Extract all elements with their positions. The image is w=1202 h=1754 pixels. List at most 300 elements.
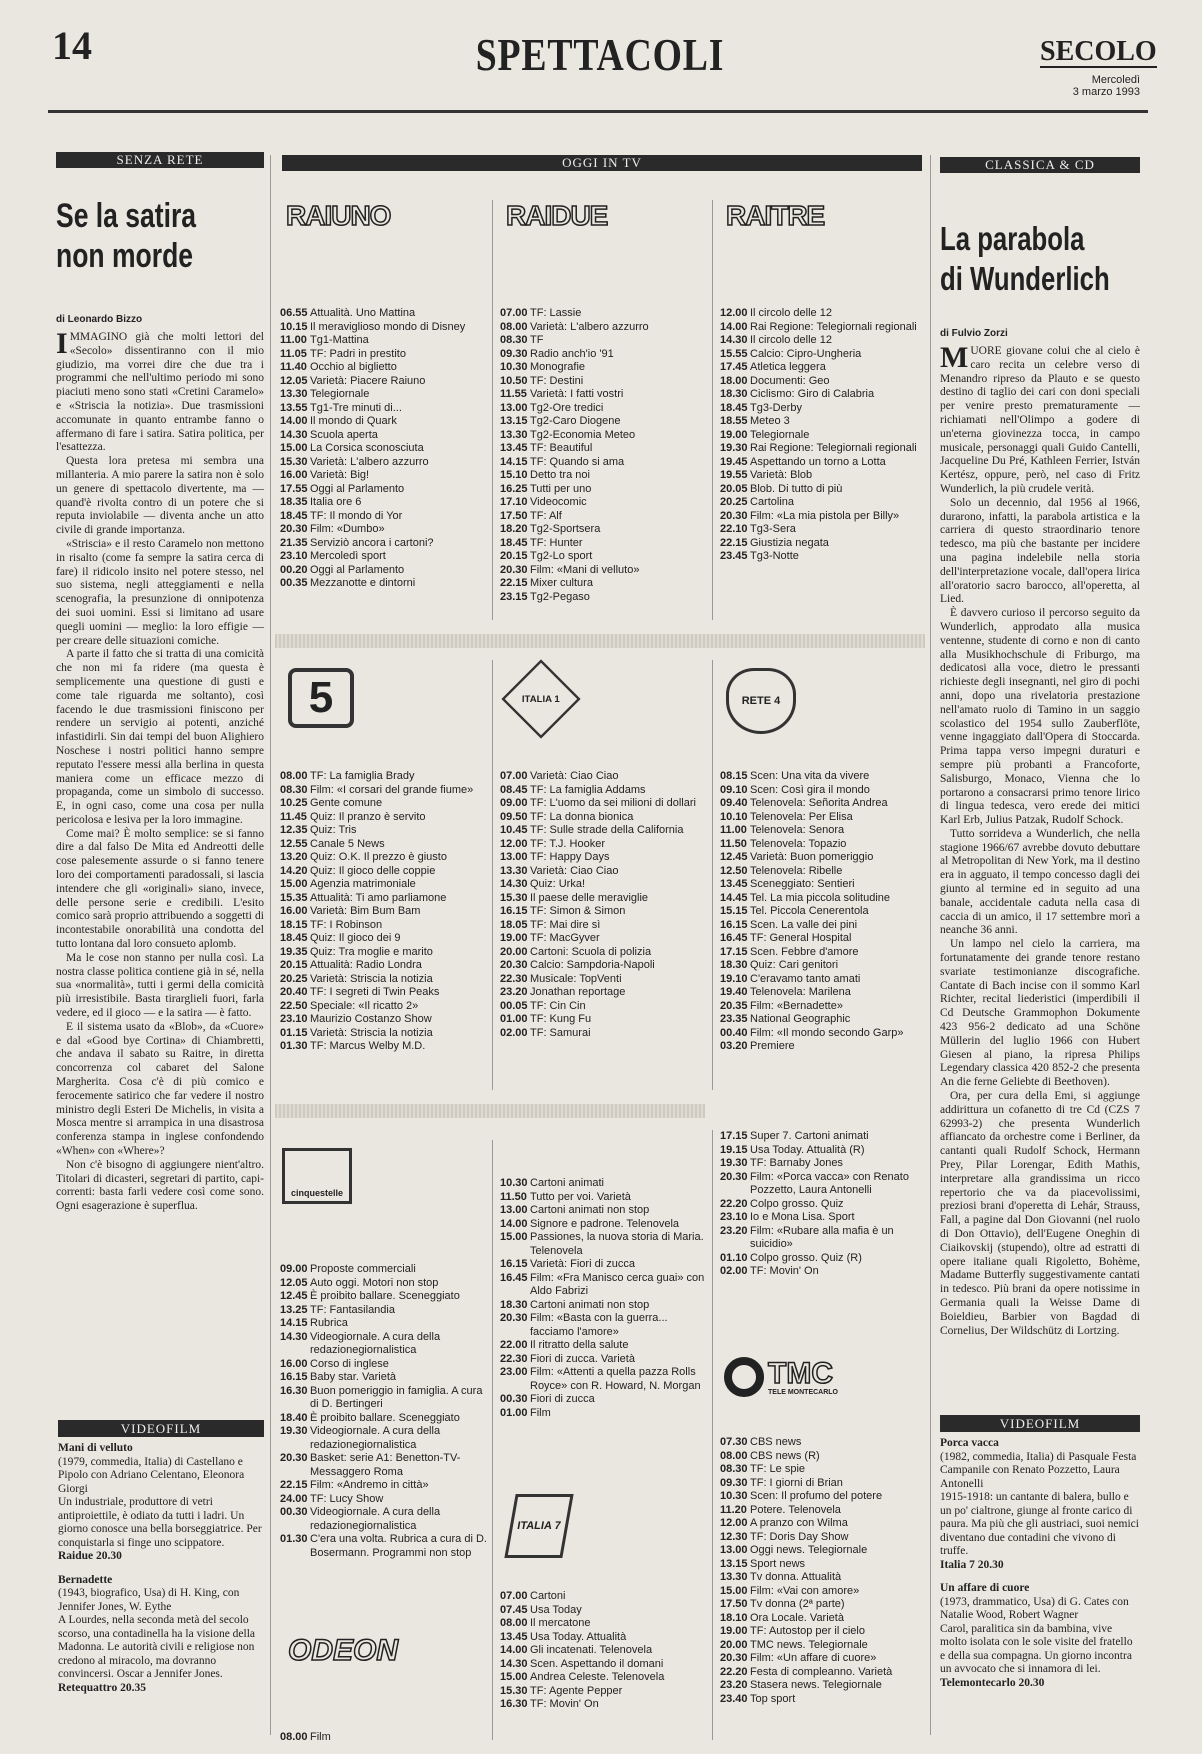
program-title: Tg3-Notte (750, 550, 799, 562)
program-row (280, 1290, 490, 1304)
program-time: 22.10 (720, 523, 748, 535)
program-row (720, 973, 924, 987)
program-title: CBS news (R) (750, 1449, 820, 1462)
program-time: 16.15 (500, 905, 528, 917)
program-time: 22.20 (720, 1197, 748, 1210)
program-title: TF: T.J. Hooker (530, 837, 605, 850)
program-title: Tg2-Lo sport (530, 550, 593, 562)
raidue-schedule (500, 307, 708, 617)
program-time: 11.00 (720, 824, 747, 836)
program-title: Buon pomeriggio in famiglia. A cura di D. Bertingeri (310, 1384, 483, 1410)
program-time: 08.00 (720, 1449, 748, 1462)
program-title: TF: Beautiful (530, 442, 593, 454)
program-title: Telenovela: Ribelle (750, 864, 843, 877)
left-column (56, 152, 264, 1406)
program-time: 17.50 (720, 1598, 748, 1610)
program-time: 11.40 (280, 361, 307, 373)
program-row (720, 415, 924, 429)
raiuno-schedule (280, 307, 490, 617)
program-title: Rubrica (310, 1317, 348, 1329)
program-title: C'eravamo tanto amati (750, 972, 861, 985)
left-headline-line2: non morde (56, 237, 194, 275)
odeon-logo: ODEON (288, 1634, 399, 1667)
program-title: TF: La famiglia Addams (530, 783, 646, 796)
raitre-schedule (720, 307, 924, 617)
program-time: 23.20 (720, 1224, 748, 1237)
program-title: Telenovela: Senora (750, 824, 845, 836)
program-title: Videocomic (530, 496, 587, 508)
program-row (720, 1652, 924, 1666)
program-row (720, 469, 924, 483)
program-time: 20.15 (280, 959, 308, 971)
program-time: 18.30 (720, 959, 748, 971)
program-time: 09.50 (500, 810, 528, 823)
program-title: Oggi al Parlamento (310, 563, 405, 576)
program-title: Tutti per uno (530, 482, 592, 495)
program-title: Maurizio Costanzo Show (310, 1013, 432, 1025)
program-row (720, 442, 924, 456)
program-row (280, 375, 490, 389)
program-time: 14.30 (500, 878, 528, 890)
program-title: Colpo grosso. Quiz (750, 1197, 844, 1210)
program-title: Calcio: Cipro-Ungheria (750, 347, 862, 360)
program-time: 00.20 (280, 563, 308, 576)
left-headline-line1: Se la satira (56, 197, 197, 235)
program-row (500, 824, 708, 838)
program-title: Il paese delle meraviglie (530, 891, 649, 904)
program-time: 16.30 (500, 1698, 528, 1710)
program-row (500, 1685, 708, 1699)
program-time: 07.00 (500, 1590, 528, 1602)
program-title: Il circolo delle 12 (750, 334, 832, 346)
program-time: 08.15 (720, 770, 748, 782)
program-row (500, 334, 708, 348)
videofilm-left (58, 1442, 264, 1695)
program-title: Rai Regione: Telegiornali regionali (750, 442, 917, 454)
program-time: 23.00 (500, 1366, 528, 1378)
program-row (500, 811, 708, 825)
program-row (500, 550, 708, 564)
program-time: 20.15 (500, 550, 528, 562)
program-title: Tel. La mia piccola solitudine (750, 891, 891, 904)
program-time: 12.45 (280, 1290, 308, 1302)
program-time: 11.50 (500, 1190, 527, 1203)
program-title: Monografie (530, 361, 586, 373)
rete4-schedule (720, 770, 924, 1090)
program-row (500, 415, 708, 429)
program-row (280, 1263, 490, 1277)
program-time: 10.30 (500, 1177, 528, 1189)
italia7-logo (504, 1494, 573, 1558)
program-row (500, 307, 708, 321)
program-row (280, 1013, 490, 1027)
program-time: 19.45 (720, 455, 748, 468)
videofilm-right (940, 1437, 1140, 1690)
program-row (720, 1225, 924, 1252)
program-title: Corso di inglese (310, 1357, 389, 1370)
program-row (720, 550, 924, 564)
program-row (500, 1393, 708, 1407)
program-time: 19.35 (280, 945, 308, 958)
program-title: TF: Alf (530, 509, 562, 522)
program-time: 00.35 (280, 577, 308, 589)
right-byline: di Fulvio Zorzi (940, 328, 1008, 339)
program-row (720, 1252, 924, 1266)
program-row (720, 1450, 924, 1464)
program-time: 13.00 (720, 1544, 748, 1556)
program-time: 01.15 (280, 1026, 308, 1039)
program-row (720, 456, 924, 470)
program-time: 00.05 (500, 999, 528, 1012)
program-title: TF: Destini (530, 374, 584, 387)
program-time: 07.45 (500, 1603, 528, 1616)
program-row (500, 442, 708, 456)
program-title: Passiones, la nuova storia di Maria. Telenovela (530, 1231, 704, 1257)
program-time: 03.20 (720, 1040, 748, 1052)
program-time: 01.30 (280, 1533, 308, 1545)
program-title: A pranzo con Wilma (750, 1517, 848, 1529)
program-row (500, 1407, 708, 1421)
program-row (280, 1731, 490, 1745)
program-time: 13.30 (500, 428, 528, 441)
program-time: 15.35 (280, 891, 308, 904)
right-article-body (940, 345, 1140, 1410)
program-row (280, 973, 490, 987)
program-row (500, 1013, 708, 1027)
program-row (280, 1304, 490, 1318)
program-row (280, 878, 490, 892)
program-time: 15.00 (280, 442, 308, 454)
program-title: Film: «Rubare alla mafia è un suicidio» (750, 1224, 894, 1250)
program-row (280, 797, 490, 811)
program-time: 08.00 (500, 320, 528, 333)
program-title: Tg1-Tre minuti di... (310, 401, 402, 414)
program-time: 22.30 (500, 1352, 528, 1365)
program-time: 07.00 (500, 770, 528, 782)
program-time: 08.00 (280, 770, 308, 782)
program-row (500, 973, 708, 987)
program-time: 19.30 (720, 442, 748, 454)
program-title: Stasera news. Telegiornale (750, 1679, 882, 1691)
program-time: 12.50 (720, 864, 748, 877)
program-time: 15.00 (720, 1584, 748, 1597)
program-row (500, 946, 708, 960)
videofilm-title: Un affare di cuore (940, 1582, 1030, 1594)
program-time: 12.05 (280, 1276, 308, 1289)
program-row (280, 429, 490, 443)
program-row (720, 932, 924, 946)
program-title: Premiere (750, 1040, 795, 1052)
program-row (720, 1598, 924, 1612)
program-row (720, 1171, 924, 1198)
program-title: Quiz: Cari genitori (750, 959, 839, 971)
program-row (500, 1671, 708, 1685)
program-time: 16.25 (500, 482, 528, 495)
program-time: 16.15 (500, 1258, 528, 1270)
program-row (720, 1531, 924, 1545)
program-row (280, 1358, 490, 1372)
program-row (720, 1490, 924, 1504)
program-title: Quiz: Tris (310, 824, 357, 836)
program-row (720, 361, 924, 375)
program-row (280, 510, 490, 524)
program-time: 13.45 (500, 442, 528, 454)
program-title: TF: Samurai (530, 1026, 591, 1039)
program-row (500, 591, 708, 605)
program-time: 16.45 (500, 1271, 528, 1284)
program-title: TF: Cin Cin (530, 999, 586, 1012)
program-time: 20.40 (280, 986, 308, 998)
program-title: Gli incatenati. Telenovela (530, 1644, 653, 1656)
classica-cd-band: CLASSICA & CD (940, 157, 1140, 173)
program-title: Telegiornale (310, 388, 370, 400)
program-title: Scen. La valle dei pini (750, 918, 858, 931)
program-title: Tel. Piccola Cenerentola (750, 905, 869, 917)
program-row (280, 1040, 490, 1054)
italia7-evening-schedule (720, 1130, 924, 1305)
program-time: 11.50 (720, 837, 747, 850)
program-time: 22.30 (500, 972, 528, 985)
program-time: 14.15 (280, 1317, 308, 1329)
program-title: Il mercatone (530, 1617, 591, 1629)
program-row (500, 932, 708, 946)
left-headline (56, 196, 264, 280)
tmc-logo-text: TMC (768, 1356, 833, 1390)
program-title: Cartoni animati non stop (530, 1204, 650, 1216)
canale5-logo (288, 668, 354, 728)
program-title: CBS news (750, 1436, 802, 1448)
program-time: 13.30 (500, 864, 528, 877)
program-row (280, 550, 490, 564)
program-time: 20.30 (500, 1312, 528, 1324)
program-time: 10.30 (500, 361, 528, 373)
videofilm-title: Bernadette (58, 1573, 113, 1586)
program-row (720, 770, 924, 784)
program-time: 13.15 (720, 1557, 748, 1570)
videofilm-channel: Telemontecarlo 20.30 (940, 1676, 1045, 1689)
program-time: 01.30 (280, 1040, 308, 1052)
program-row (720, 946, 924, 960)
program-time: 24.00 (280, 1492, 308, 1505)
raitre-logo: RAITRE (726, 200, 825, 231)
program-row (280, 905, 490, 919)
program-time: 16.00 (280, 1357, 308, 1370)
program-row (280, 838, 490, 852)
program-row (720, 483, 924, 497)
program-title: TF: Quando si ama (530, 455, 625, 468)
right-paragraph: Tutto sorrideva a Wunderlich, che nella stagione 1966/67 avrebbe dovuto debuttare al Metropolitan di New York, ma il destino era in agguato, il tempo concesso dagli dei giunto al termine ed in seguito ad una banale, accidentale caduta nella casa di caccia di un amico, il 17 settembre morì a neanche 36 anni. (940, 827, 1140, 937)
right-paragraph: È davvero curioso il percorso seguito da Wunderlich, approdato alla musica ventenne, studente di corno e non di canto alla Musikhochschule di Friburgo, ma dedicatosi alla voce, dietro le pressanti richieste degli insegnanti, nel giro di pochi anni, dopo una rivelatoria prestazione nell'amato ruolo di Tamino in un saggio scolastico del 1954 sullo Zauberflöte, venne ingaggiato dall'Opera di Stoccarda. Prima tappa verso impegni duraturi e sempre più probanti a Francoforte, Salisburgo, Monaco, Vienna che lo portarono a consacrarsi primo tenore lirico di lingua tedesca, vero erede dei mitici Karl Erb, Julius Patzak, Rudolf Schock. (940, 607, 1140, 827)
program-time: 10.10 (720, 810, 748, 823)
program-row (280, 523, 490, 537)
program-row (500, 1644, 708, 1658)
left-byline: di Leonardo Bizzo (56, 314, 143, 325)
program-title: Tg2-Ore tredici (530, 401, 604, 414)
program-row (500, 402, 708, 416)
program-time: 14.15 (500, 455, 528, 468)
program-title: TF (530, 334, 544, 346)
program-title: Jonathan reportage (530, 986, 626, 998)
program-time: 16.15 (720, 918, 748, 931)
program-time: 20.25 (720, 496, 748, 508)
program-row (280, 321, 490, 335)
program-title: Telenovela: Per Elisa (750, 810, 853, 823)
program-time: 10.15 (280, 320, 308, 333)
program-time: 13.30 (720, 1571, 748, 1583)
program-row (500, 1366, 708, 1393)
program-row (500, 838, 708, 852)
videofilm-credits: (1982, commedia, Italia) di Pasquale Festa Campanile con Renato Pozzetto, Laura Antonelli (940, 1450, 1137, 1490)
program-title: Colpo grosso. Quiz (R) (750, 1251, 862, 1264)
program-title: È proibito ballare. Sceneggiato (310, 1411, 460, 1424)
videofilm-plot: Un industriale, produttore di vetri antiproiettile, è odiato da tutti i ladri. Un giorno conosce una bella borseggiatrice. Per conquistarla si finge uno scippatore. (58, 1496, 262, 1549)
program-title: TF: Padri in prestito (310, 347, 406, 360)
program-time: 23.10 (280, 1013, 308, 1025)
program-title: Ora Locale. Varietà (750, 1611, 844, 1624)
issue-date (1040, 74, 1140, 98)
program-title: Telegiornale (750, 428, 810, 441)
program-time: 18.20 (500, 523, 528, 535)
program-time: 14.00 (720, 320, 748, 333)
program-row (280, 402, 490, 416)
program-title: Giustizia negata (750, 536, 829, 549)
program-time: 08.30 (720, 1463, 748, 1475)
program-time: 13.30 (280, 388, 308, 400)
program-title: Film: «Basta con la guerra... facciamo l'amore» (530, 1312, 668, 1338)
program-time: 08.30 (280, 783, 308, 796)
program-title: TF: Le spie (750, 1463, 806, 1475)
program-time: 17.50 (500, 509, 528, 522)
program-title: Cartoni animati (530, 1177, 604, 1189)
program-time: 19.40 (720, 986, 748, 998)
program-time: 20.00 (720, 1638, 748, 1651)
tmc-logo-subtext: TELE MONTECARLO (768, 1388, 838, 1396)
program-time: 02.00 (500, 1026, 528, 1039)
program-title: TF: Movin' On (750, 1265, 819, 1277)
program-time: 14.00 (500, 1217, 528, 1230)
tv-rule (712, 1130, 713, 1740)
program-row (280, 1000, 490, 1014)
section-divider (275, 1104, 705, 1118)
program-row (280, 1479, 490, 1493)
program-time: 08.30 (500, 334, 528, 346)
program-time: 22.15 (280, 1479, 308, 1491)
program-row (720, 1612, 924, 1626)
program-time: 20.00 (500, 945, 528, 958)
program-title: Film: «Attenti a quella pazza Rolls Royce» con R. Howard, N. Morgan (530, 1366, 701, 1392)
program-time: 06.55 (280, 307, 308, 319)
program-row (500, 770, 708, 784)
program-time: 11.45 (280, 810, 307, 823)
program-time: 02.00 (720, 1265, 748, 1277)
right-headline-line2: di Wunderlich (940, 260, 1110, 297)
program-title: C'era una volta. Rubrica a cura di D. Bosermann. Programmi non stop (310, 1533, 487, 1559)
rete4-logo-text: RETE 4 (741, 695, 781, 707)
program-title: Tg2-Economia Meteo (530, 428, 636, 441)
program-time: 13.00 (500, 1204, 528, 1216)
program-row (720, 1666, 924, 1680)
program-row (720, 1130, 924, 1144)
program-title: Usa Today. Attualità (R) (750, 1143, 865, 1156)
program-time: 11.05 (280, 347, 307, 360)
program-title: Varietà: L'albero azzurro (310, 455, 429, 468)
program-time: 09.40 (720, 797, 748, 809)
program-row (280, 959, 490, 973)
program-title: Varietà: Striscia la notizia (310, 1026, 433, 1039)
oggi-in-tv-band: OGGI IN TV (282, 155, 922, 171)
header-rule (48, 110, 1148, 113)
date-weekday: Mercoledì (1091, 74, 1140, 86)
program-row (500, 865, 708, 879)
program-row (720, 811, 924, 825)
program-time: 14.45 (720, 891, 748, 904)
program-time: 22.20 (720, 1665, 748, 1678)
program-time: 09.30 (500, 347, 528, 360)
program-title: TF: Doris Day Show (750, 1530, 849, 1543)
program-time: 13.45 (720, 878, 748, 890)
left-article-body (56, 331, 264, 1406)
program-time: 17.55 (280, 482, 308, 495)
program-time: 08.00 (500, 1617, 528, 1629)
program-row (720, 959, 924, 973)
program-row (720, 375, 924, 389)
program-row (720, 1144, 924, 1158)
program-time: 12.00 (720, 307, 748, 319)
page-number: 14 (52, 23, 92, 68)
program-title: Tg1-Mattina (310, 334, 369, 346)
program-time: 01.10 (720, 1251, 748, 1264)
program-row (720, 1436, 924, 1450)
program-title: Super 7. Cartoni animati (750, 1130, 869, 1142)
program-time: 10.30 (720, 1490, 748, 1502)
rete4-logo (726, 668, 796, 734)
program-time: 20.30 (720, 1652, 748, 1664)
videofilm-credits: (1973, drammatico, Usa) di G. Cates con Natalie Wood, Robert Wagner (940, 1595, 1129, 1621)
tmc-logo (724, 1354, 844, 1400)
program-time: 15.30 (500, 1684, 528, 1697)
program-time: 22.00 (500, 1339, 528, 1351)
program-row (500, 1312, 708, 1339)
program-title: TF: Movin' On (530, 1698, 599, 1710)
program-title: Tv donna. Attualità (750, 1571, 842, 1583)
program-title: Basket: serie A1: Benetton-TV-Messaggero Roma (310, 1452, 461, 1478)
program-title: Quiz: Il gioco delle coppie (310, 864, 436, 877)
program-time: 00.40 (720, 1026, 748, 1039)
program-row (720, 784, 924, 798)
program-time: 18.45 (280, 509, 308, 522)
program-title: Mezzanotte e dintorni (310, 577, 416, 589)
videofilm-right-band: VIDEOFILM (940, 1415, 1140, 1432)
program-time: 11.20 (720, 1503, 747, 1516)
program-time: 07.30 (720, 1436, 748, 1448)
program-time: 09.00 (280, 1263, 308, 1275)
section-title: SPETTACOLI (475, 29, 725, 80)
italia1-schedule (500, 770, 708, 1090)
cinquestelle-schedule (280, 1263, 490, 1618)
program-title: TF: Lassie (530, 307, 582, 319)
program-time: 23.15 (500, 590, 528, 603)
program-row (500, 429, 708, 443)
program-title: Varietà: L'albero azzurro (530, 320, 649, 333)
videofilm-channel: Retequattro 20.35 (58, 1681, 146, 1694)
program-time: 14.30 (280, 1330, 308, 1343)
program-time: 19.00 (720, 428, 748, 441)
program-time: 18.10 (720, 1611, 748, 1624)
program-time: 20.30 (500, 563, 528, 576)
program-title: TF: Hunter (530, 536, 583, 549)
program-title: Scen: Il profumo del potere (750, 1490, 883, 1502)
program-time: 17.45 (720, 361, 748, 373)
